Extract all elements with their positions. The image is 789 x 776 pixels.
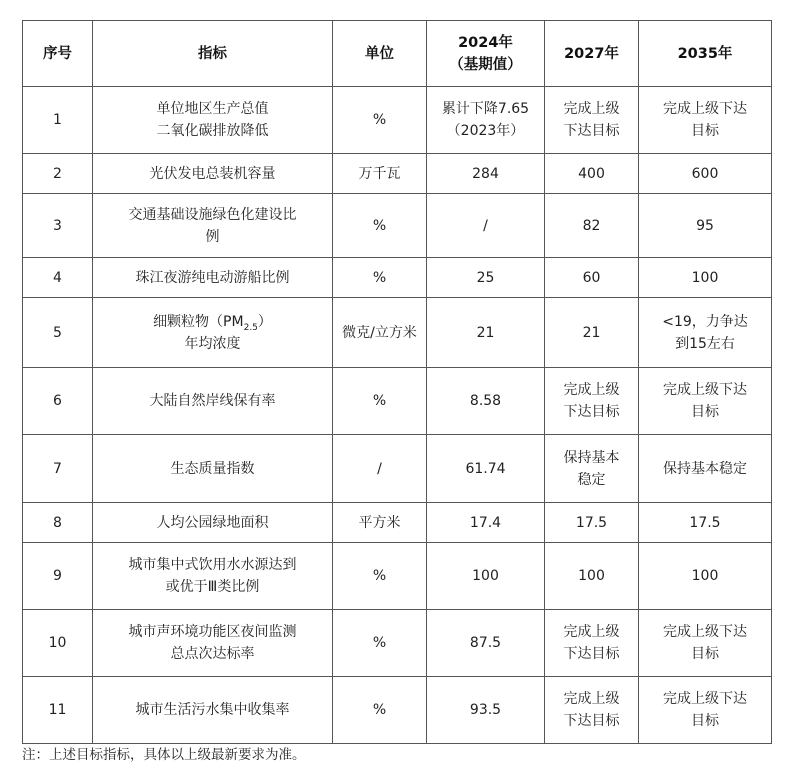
cell-indicator-line: 二氧化碳排放降低 [156,123,269,139]
cell-2027-line: 稳定 [577,471,606,488]
header-row [23,21,772,87]
cell-seq: 7 [23,435,93,503]
cell-indicator: 光伏发电总装机容量 [93,154,333,194]
cell-2035: 保持基本稳定 [639,435,772,503]
cell-base: 61.74 [427,435,545,503]
cell-2027: 17.5 [545,503,639,543]
cell-2027: 400 [545,154,639,194]
table-row [23,503,772,543]
cell-2035-line: 完成上级下达 [663,101,747,117]
cell-indicator [93,610,333,677]
cell-2027 [545,87,639,154]
cell-2027 [545,677,639,744]
table-row [23,298,772,368]
pm-subscript: 2.5 [243,322,258,333]
cell-2035 [639,87,772,154]
cell-base-line: 累计下降7.65 [441,101,530,117]
cell-unit: / [333,435,427,503]
table-row [23,543,772,610]
cell-base: 21 [427,298,545,368]
cell-indicator-line: 单位地区生产总值 [156,101,269,117]
cell-indicator: 人均公园绿地面积 [93,503,333,543]
table-row [23,610,772,677]
cell-2027-line: 完成上级 [563,691,620,707]
cell-2027 [545,610,639,677]
cell-indicator-line [99,311,326,333]
cell-indicator-line: 城市集中式饮用水水源达到 [128,557,297,573]
table-row [23,435,772,503]
cell-base: 17.4 [427,503,545,543]
cell-2035 [639,677,772,744]
cell-2035-line: 到15左右 [675,335,735,352]
cell-2027: 21 [545,298,639,368]
cell-2035 [639,368,772,435]
cell-2035-line: 完成上级下达 [663,382,747,398]
cell-base: 93.5 [427,677,545,744]
cell-indicator [93,298,333,368]
cell-2027: 60 [545,258,639,298]
cell-2035-line: 目标 [691,646,719,662]
cell-indicator [93,543,333,610]
cell-base: 87.5 [427,610,545,677]
cell-2027 [545,435,639,503]
cell-2035 [639,610,772,677]
cell-seq: 11 [23,677,93,744]
table-footnote: 注：上述目标指标，具体以上级最新要求为准。 [22,747,306,763]
cell-unit: % [333,368,427,435]
header-2035: 2035年 [639,21,772,87]
table-row [23,87,772,154]
cell-2035-line: 目标 [691,123,719,139]
pm-suffix: ） [257,313,272,330]
header-base [427,21,545,87]
cell-seq: 9 [23,543,93,610]
cell-2027-line: 下达目标 [563,646,620,662]
cell-2027-line: 完成上级 [563,101,620,117]
cell-base: 8.58 [427,368,545,435]
cell-indicator-line: 总点次达标率 [170,646,255,662]
cell-seq: 10 [23,610,93,677]
table-row [23,368,772,435]
cell-2035: 100 [639,258,772,298]
cell-seq: 1 [23,87,93,154]
cell-2027-line: 下达目标 [563,713,620,729]
cell-2027-line: 下达目标 [563,123,620,139]
cell-indicator: 城市生活污水集中收集率 [93,677,333,744]
header-2027: 2027年 [545,21,639,87]
cell-unit: % [333,677,427,744]
cell-seq: 4 [23,258,93,298]
table-row [23,677,772,744]
cell-indicator-line: 例 [205,228,220,245]
cell-2035: 100 [639,543,772,610]
cell-unit: % [333,194,427,258]
indicator-table [22,20,772,744]
cell-2035-line: <19，力争达 [662,313,748,330]
cell-unit: 平方米 [333,503,427,543]
table-row [23,258,772,298]
cell-2035-line: 目标 [691,404,719,420]
cell-indicator-line: 或优于Ⅲ类比例 [165,579,260,595]
cell-indicator: 生态质量指数 [93,435,333,503]
cell-indicator-line: 城市声环境功能区夜间监测 [128,624,297,640]
cell-base: 25 [427,258,545,298]
cell-unit: % [333,258,427,298]
pm-prefix: 细颗粒物（PM [153,313,244,330]
cell-seq: 6 [23,368,93,435]
cell-2027-line: 完成上级 [563,382,620,398]
cell-2035: 17.5 [639,503,772,543]
header-seq: 序号 [23,21,93,87]
cell-2035 [639,298,772,368]
table-row [23,154,772,194]
header-base-label: （基期值） [449,56,522,73]
cell-seq: 8 [23,503,93,543]
cell-2035: 95 [639,194,772,258]
cell-base-line: （2023年） [446,123,525,139]
cell-2035-line: 完成上级下达 [663,624,747,640]
header-unit: 单位 [333,21,427,87]
cell-2027-line: 完成上级 [563,624,620,640]
cell-2027: 100 [545,543,639,610]
cell-seq: 2 [23,154,93,194]
cell-2027: 82 [545,194,639,258]
cell-base: 284 [427,154,545,194]
cell-unit: % [333,87,427,154]
cell-unit: % [333,610,427,677]
cell-unit: % [333,543,427,610]
cell-base: / [427,194,545,258]
cell-seq: 3 [23,194,93,258]
cell-2035-line: 目标 [691,713,719,729]
cell-indicator-line: 交通基础设施绿色化建设比 [128,206,297,223]
cell-indicator: 珠江夜游纯电动游船比例 [93,258,333,298]
cell-2035: 600 [639,154,772,194]
table-row [23,194,772,258]
cell-base: 100 [427,543,545,610]
cell-indicator [93,87,333,154]
cell-base [427,87,545,154]
cell-2035-line: 完成上级下达 [663,691,747,707]
cell-unit: 微克/立方米 [333,298,427,368]
cell-unit: 万千瓦 [333,154,427,194]
cell-indicator [93,194,333,258]
cell-2027-line: 保持基本 [563,449,620,466]
cell-2027 [545,368,639,435]
header-base-year: 2024年 [458,34,513,51]
cell-2027-line: 下达目标 [563,404,620,420]
cell-indicator-line: 年均浓度 [184,335,241,352]
header-indicator: 指标 [93,21,333,87]
cell-seq: 5 [23,298,93,368]
cell-indicator: 大陆自然岸线保有率 [93,368,333,435]
